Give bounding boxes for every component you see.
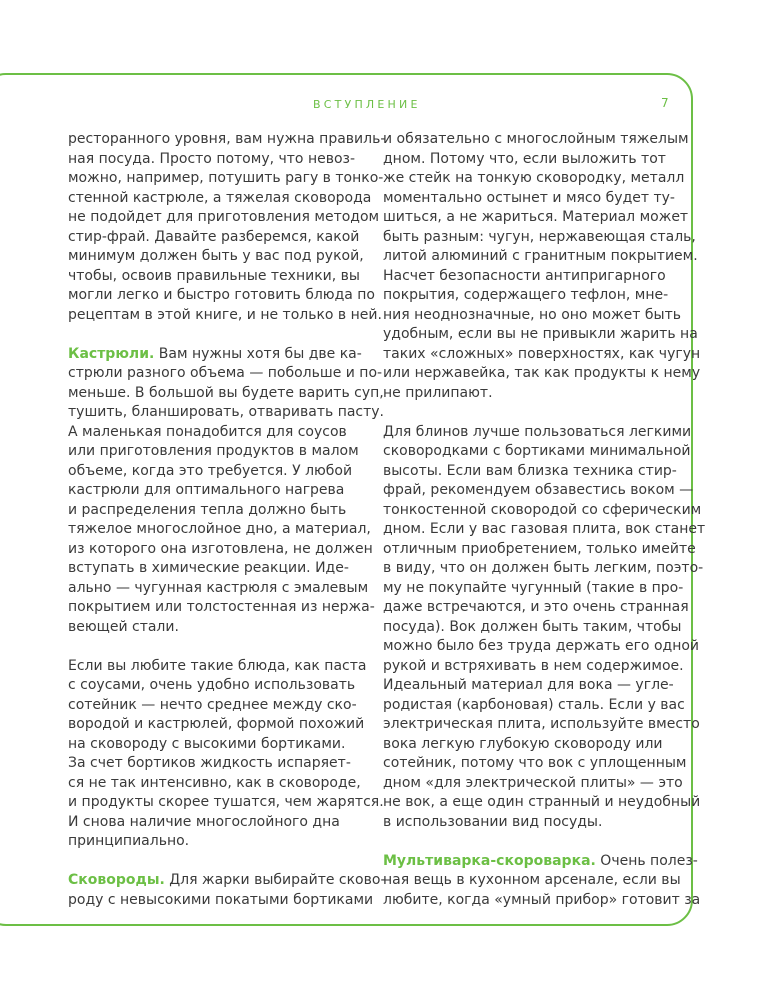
text-line [383,579,683,599]
line-text: или нержавейка, так как продукты к нему [383,365,701,381]
line-text: посуда). Вок должен быть таким, чтобы [383,618,682,635]
line-text: Если вы любите такие блюда, как паста [68,657,367,674]
line-text: шиться, а не жариться. Материал может [383,209,689,225]
line-text: сотейник — нечто среднее между ско- [68,696,357,713]
line-text: высоты. Если вам близка техника стир- [383,462,677,479]
text-line [383,891,701,911]
line-text: роду с невысокими покатыми бортиками [68,891,374,908]
left-column [68,130,386,910]
line-text: чтобы, освоив правильные техники, вы [68,267,360,284]
text-line [383,150,683,170]
line-text: ально — чугунная кастрюля с эмалевым [68,579,369,596]
text-line [68,306,382,326]
line-text: родистая (карбоновая) сталь. Если у вас [383,696,685,713]
line-text: в использовании вид посуды. [383,813,603,830]
text-line [68,150,368,170]
line-text: рецептам в этой книге, и не только в ней. [68,306,382,323]
text-line [68,247,368,267]
line-text: сотейник, потому что вок с уплощенным [383,755,687,771]
line-text: и обязательно с многослойным тяжелым [383,131,689,147]
text-line [383,423,692,443]
paragraph-gap [383,403,683,423]
text-line [68,832,368,852]
line-text: и распределения тепла должно быть [68,501,347,518]
text-line [383,345,701,365]
line-text: Для жарки выбирайте сково- [164,872,386,888]
line-text: покрытием или толстостенная из нержа- [68,599,375,615]
text-line [68,228,368,248]
text-line [68,774,368,794]
text-line [383,247,698,267]
text-line [383,696,683,716]
line-text: можно было без труда держать его одной [383,638,700,654]
line-text: в виду, что он должен быть легким, поэто- [383,560,704,576]
line-text: можно, например, потушить рагу в тонко- [68,170,384,186]
line-text: Насчет безопасности антипригарного [383,267,666,284]
text-line [68,520,371,540]
text-line [383,130,689,150]
text-line [68,579,368,599]
text-line [68,657,368,677]
line-text: принципиально. [68,833,190,849]
text-line [68,423,368,443]
text-line [68,559,368,579]
paragraph-gap [68,637,368,657]
text-line [68,462,368,482]
text-line [68,267,368,287]
text-line [68,501,368,521]
line-text: тяжелое многослойное дно, а материал, [68,521,371,537]
paragraph-gap [68,325,368,345]
line-text: сковородками с бортиками минимальной [383,443,691,459]
right-column [383,130,706,910]
text-line [68,189,372,209]
text-line [383,598,689,618]
line-text: могли легко и быстро готовить блюда по [68,287,376,303]
line-text: отличным приобретением, только имейте [383,540,696,557]
text-line [383,325,698,345]
paragraph-heading: Кастрюли. [68,345,155,362]
line-text: дном «для электрической плиты» — это [383,774,683,791]
text-line [68,286,376,306]
text-line [383,208,689,228]
line-text: на сковороду с высокими бортиками. [68,735,346,752]
line-text: ресторанного уровня, вам нужна правиль- [68,131,386,147]
text-line [68,345,368,365]
text-line [383,754,687,774]
line-text: литой алюминий с гранитным покрытием. [383,248,698,264]
line-text: А маленькая понадобится для соусов [68,423,347,440]
line-text: стир-фрай. Давайте разберемся, какой [68,228,360,245]
line-text: или приготовления продуктов в малом [68,443,359,459]
text-line [68,871,386,891]
line-text: За счет бортиков жидкость испаряет- [68,755,351,771]
line-text: таких «сложных» поверхностях, как чугун [383,345,701,362]
line-text: стрюли разного объема — побольше и по- [68,365,383,381]
text-line [68,384,384,404]
line-text: дном. Если у вас газовая плита, вок станет [383,521,706,537]
line-text: удобным, если вы не привыкли жарить на [383,326,698,342]
text-line [383,871,683,891]
line-text: Для блинов лучше пользоваться легкими [383,423,692,440]
text-line [68,793,384,813]
line-text: ся не так интенсивно, как в сковороде, [68,774,361,791]
line-text: из которого она изготовлена, не должен [68,540,373,557]
text-line [383,676,683,696]
line-text: минимум должен быть у вас под рукой, [68,248,364,264]
text-line [68,754,368,774]
text-line [68,403,385,423]
text-line [383,286,683,306]
text-line [383,852,698,872]
page-number: 7 [661,96,669,110]
text-line [68,130,386,150]
text-line [68,715,368,735]
text-line [383,267,683,287]
text-line [383,540,696,560]
text-line [383,618,683,638]
text-line [68,208,380,228]
line-text: быть разным: чугун, нержавеющая сталь, [383,228,696,245]
text-line [383,657,683,677]
line-text: тушить, бланшировать, отваривать пасту. [68,404,385,420]
line-text: электрическая плита, используйте вместо [383,716,700,732]
line-text: Идеальный материал для вока — угле- [383,677,674,693]
text-line [383,559,704,579]
text-line [68,540,373,560]
paragraph-gap [383,832,683,852]
text-line [383,462,683,482]
text-line [68,696,368,716]
paragraph-heading: Сковороды. [68,872,165,888]
text-line [383,442,691,462]
line-text: дном. Потому что, если выложить тот [383,150,666,167]
text-line [68,364,383,384]
line-text: с соусами, очень удобно использовать [68,677,356,693]
line-text: ная посуда. Просто потому, что невоз- [68,150,356,167]
text-line [383,189,683,209]
line-text: кастрюли для оптимального нагрева [68,482,345,498]
line-text: ния неоднозначные, но оно может быть [383,306,681,323]
line-text: му не покупайте чугунный (такие в про- [383,579,684,596]
text-line [383,306,683,326]
text-line [383,774,683,794]
text-line [383,793,701,813]
line-text: рукой и встряхивать в нем содержимое. [383,657,684,674]
text-line [383,735,683,755]
text-line [383,520,706,540]
line-text: меньше. В большой вы будете варить суп, [68,384,384,401]
text-line [383,637,700,657]
line-text: не вок, а еще один странный и неудобный [383,794,701,810]
text-line [68,442,368,462]
text-line [383,501,702,521]
text-line [68,891,374,911]
line-text: тонкостенной сковородой со сферическим [383,501,702,518]
paragraph-gap [68,852,368,872]
text-line [383,384,683,404]
text-line [68,676,368,696]
line-text: ная вещь в кухонном арсенале, если вы [383,872,681,888]
line-text: покрытия, содержащего тефлон, мне- [383,287,669,303]
text-line [68,735,368,755]
text-line [383,715,700,735]
text-line [68,813,368,833]
paragraph-heading: Мультиварка-скороварка. [383,852,596,869]
line-text: веющей стали. [68,618,179,635]
line-text: любите, когда «умный прибор» готовит за [383,891,701,908]
line-text: вока легкую глубокую сковороду или [383,735,663,752]
line-text: стенной кастрюле, а тяжелая сковорода [68,189,372,206]
line-text: вступать в химические реакции. Иде- [68,560,349,576]
text-line [68,618,368,638]
line-text: И снова наличие многослойного дна [68,813,340,830]
line-text: объеме, когда это требуется. У любой [68,462,353,479]
line-text: не прилипают. [383,384,493,401]
text-line [383,364,701,384]
line-text: же стейк на тонкую сковородку, металл [383,170,685,186]
text-line [68,169,384,189]
text-line [383,813,683,833]
text-line [383,169,683,189]
line-text: Вам нужны хотя бы две ка- [154,345,362,362]
line-text: Очень полез- [595,852,698,869]
line-text: вородой и кастрюлей, формой похожий [68,716,365,732]
line-text: фрай, рекомендуем обзавестись воком — [383,482,694,498]
line-text: не подойдет для приготовления методом [68,209,380,225]
line-text: даже встречаются, и это очень странная [383,599,689,615]
line-text: моментально остынет и мясо будет ту- [383,189,675,206]
text-line [68,598,375,618]
running-head: ВСТУПЛЕНИЕ [313,98,421,111]
line-text: и продукты скорее тушатся, чем жарятся. [68,794,384,810]
text-line [383,228,696,248]
text-line [68,481,368,501]
text-line [383,481,694,501]
